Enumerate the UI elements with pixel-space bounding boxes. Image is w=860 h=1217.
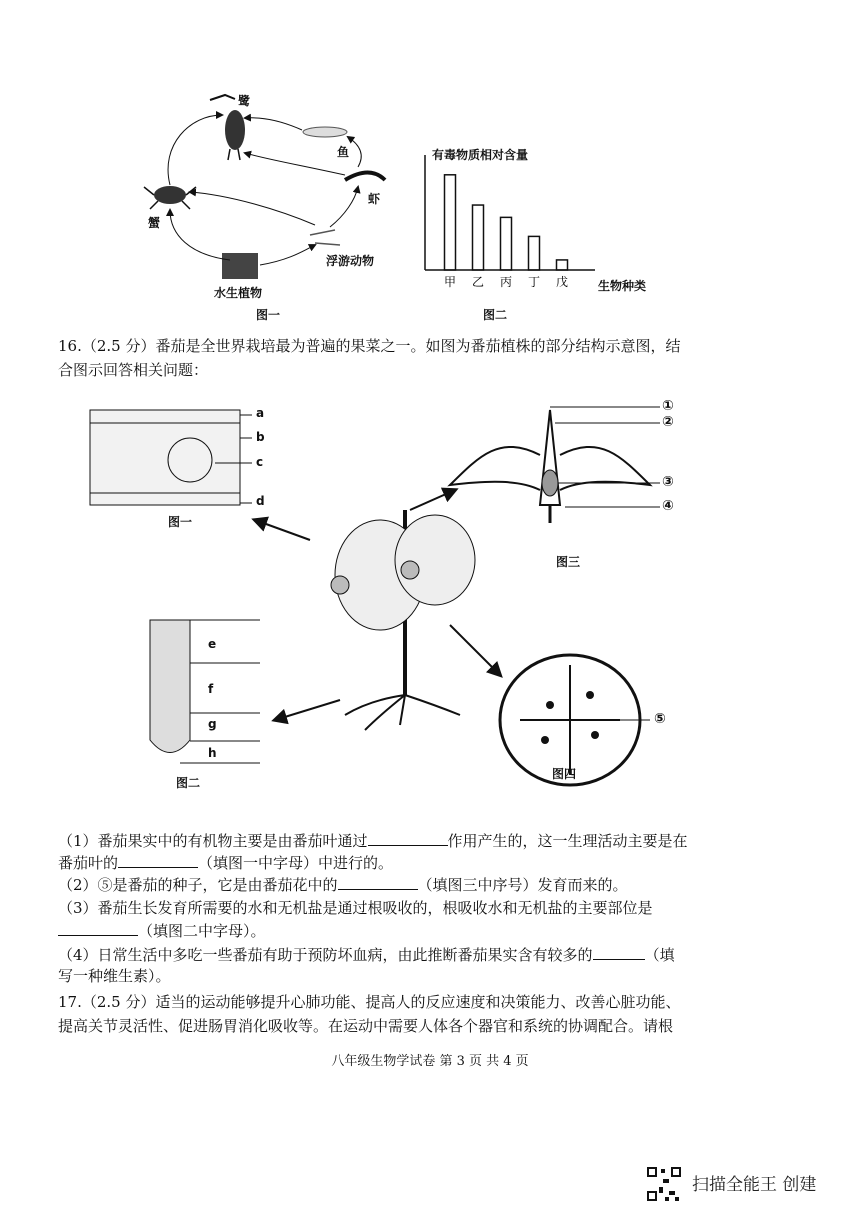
label-plankton: 浮游动物 <box>326 254 375 268</box>
q4-text-c: 写一种维生素）。 <box>58 967 171 985</box>
page-footer: 八年级生物学试卷 第 3 页 共 4 页 <box>331 1054 529 1069</box>
flower-label-3: ③ <box>662 474 674 490</box>
label-heron: 鹭 <box>238 94 251 108</box>
q1-text-b: 作用产生的，这一生理活动主要是在 <box>447 832 688 850</box>
fruit-caption: 图四 <box>552 767 577 781</box>
x-tick-label-4: 戊 <box>555 275 569 289</box>
label-shrimp: 虾 <box>368 192 381 206</box>
x-tick-label-2: 丙 <box>499 275 513 289</box>
leaf-label-a: a <box>256 406 265 420</box>
food-web-caption: 图一 <box>256 308 281 322</box>
leaf-label-c: c <box>256 455 264 469</box>
bar-0 <box>445 175 456 270</box>
question-3-line1 <box>58 898 653 918</box>
tomato-plant <box>331 510 475 730</box>
shrimp-icon <box>345 173 385 181</box>
leaf-label-b: b <box>256 430 265 444</box>
root-label-f: f <box>208 682 214 696</box>
label-crab: 蟹 <box>148 216 161 230</box>
root-label-g: g <box>208 717 217 731</box>
question-2 <box>58 874 628 895</box>
chart-ylabel: 有毒物质相对含量 <box>432 148 529 162</box>
plankton-icon <box>310 230 340 245</box>
q17-line1: 17.（2.5 分）适当的运动能够提升心肺功能、提高人的反应速度和决策能力、改善心脏功能、 <box>58 993 681 1011</box>
q2-text-a: （2）⑤是番茄的种子，它是由番茄花中的 <box>58 876 338 894</box>
root-label-e: e <box>208 637 217 651</box>
question-1-line1 <box>58 830 688 851</box>
q3-text-a: （3）番茄生长发育所需要的水和无机盐是通过根吸收的，根吸收水和无机盐的主要部位是 <box>58 899 653 917</box>
question-4-line2 <box>58 966 171 986</box>
q1-blank-2[interactable] <box>118 852 198 868</box>
aquatic-plant-icon <box>222 253 258 279</box>
q4-text-a: （4）日常生活中多吃一些番茄有助于预防坏血病，由此推断番茄果实含有较多的 <box>58 946 593 964</box>
flower-label-4: ④ <box>662 498 674 514</box>
bar-4 <box>557 260 568 270</box>
tomato-structure-diagram <box>80 395 720 800</box>
leaf-label-d: d <box>256 494 265 508</box>
bar-2 <box>501 217 512 270</box>
flower-label-1: ① <box>662 398 674 414</box>
question-4-line1 <box>58 944 675 965</box>
q3-text-b: （填图二中字母）。 <box>138 922 266 940</box>
root-tip <box>150 620 260 763</box>
x-tick-label-1: 乙 <box>471 275 485 289</box>
flower <box>450 407 660 523</box>
q1-text-c: 番茄叶的 <box>58 854 119 872</box>
q3-blank[interactable] <box>58 920 138 936</box>
q17-line2: 提高关节灵活性、促进肠胃消化吸收等。在运动中需要人体各个器官和系统的协调配合。请根 <box>58 1017 674 1035</box>
question-3-line2 <box>58 920 266 941</box>
label-fish: 鱼 <box>337 145 350 159</box>
bar-1 <box>473 205 484 270</box>
q16-prompt-line1: 16.（2.5 分）番茄是全世界栽培最为普遍的果菜之一。如图为番茄植株的部分结构示意图，结 <box>58 337 681 355</box>
flower-label-2: ② <box>662 414 674 430</box>
qr-code-icon <box>645 1165 683 1203</box>
x-tick-label-3: 丁 <box>527 275 541 289</box>
chart-caption: 图二 <box>483 308 508 322</box>
leaf-caption: 图一 <box>168 515 193 529</box>
chart-xlabel: 生物种类 <box>598 279 647 293</box>
flower-caption: 图三 <box>556 555 581 569</box>
toxin-bar-chart <box>420 140 670 300</box>
q4-text-b: （填 <box>644 946 675 964</box>
q16-prompt-line2: 合图示回答相关问题： <box>58 361 209 379</box>
fish-icon <box>303 127 347 137</box>
root-caption: 图二 <box>176 776 201 790</box>
q2-text-b: （填图三中序号）发育而来的。 <box>417 876 628 894</box>
label-aquatic-plant: 水生植物 <box>214 286 263 300</box>
crab-icon <box>144 186 196 209</box>
bar-3 <box>529 236 540 270</box>
q2-blank[interactable] <box>338 874 418 890</box>
q1-text-d: （填图一中字母）中进行的。 <box>198 854 394 872</box>
x-tick-label-0: 甲 <box>443 275 457 289</box>
q4-blank[interactable] <box>593 944 645 960</box>
q1-blank-1[interactable] <box>368 830 448 846</box>
fruit-label-5: ⑤ <box>654 711 666 727</box>
leaf-cross-section <box>90 410 252 505</box>
q1-text-a: （1）番茄果实中的有机物主要是由番茄叶通过 <box>58 832 368 850</box>
root-label-h: h <box>208 746 217 760</box>
scanner-brand: 扫描全能王 创建 <box>692 1175 817 1195</box>
question-1-line2 <box>58 852 393 873</box>
